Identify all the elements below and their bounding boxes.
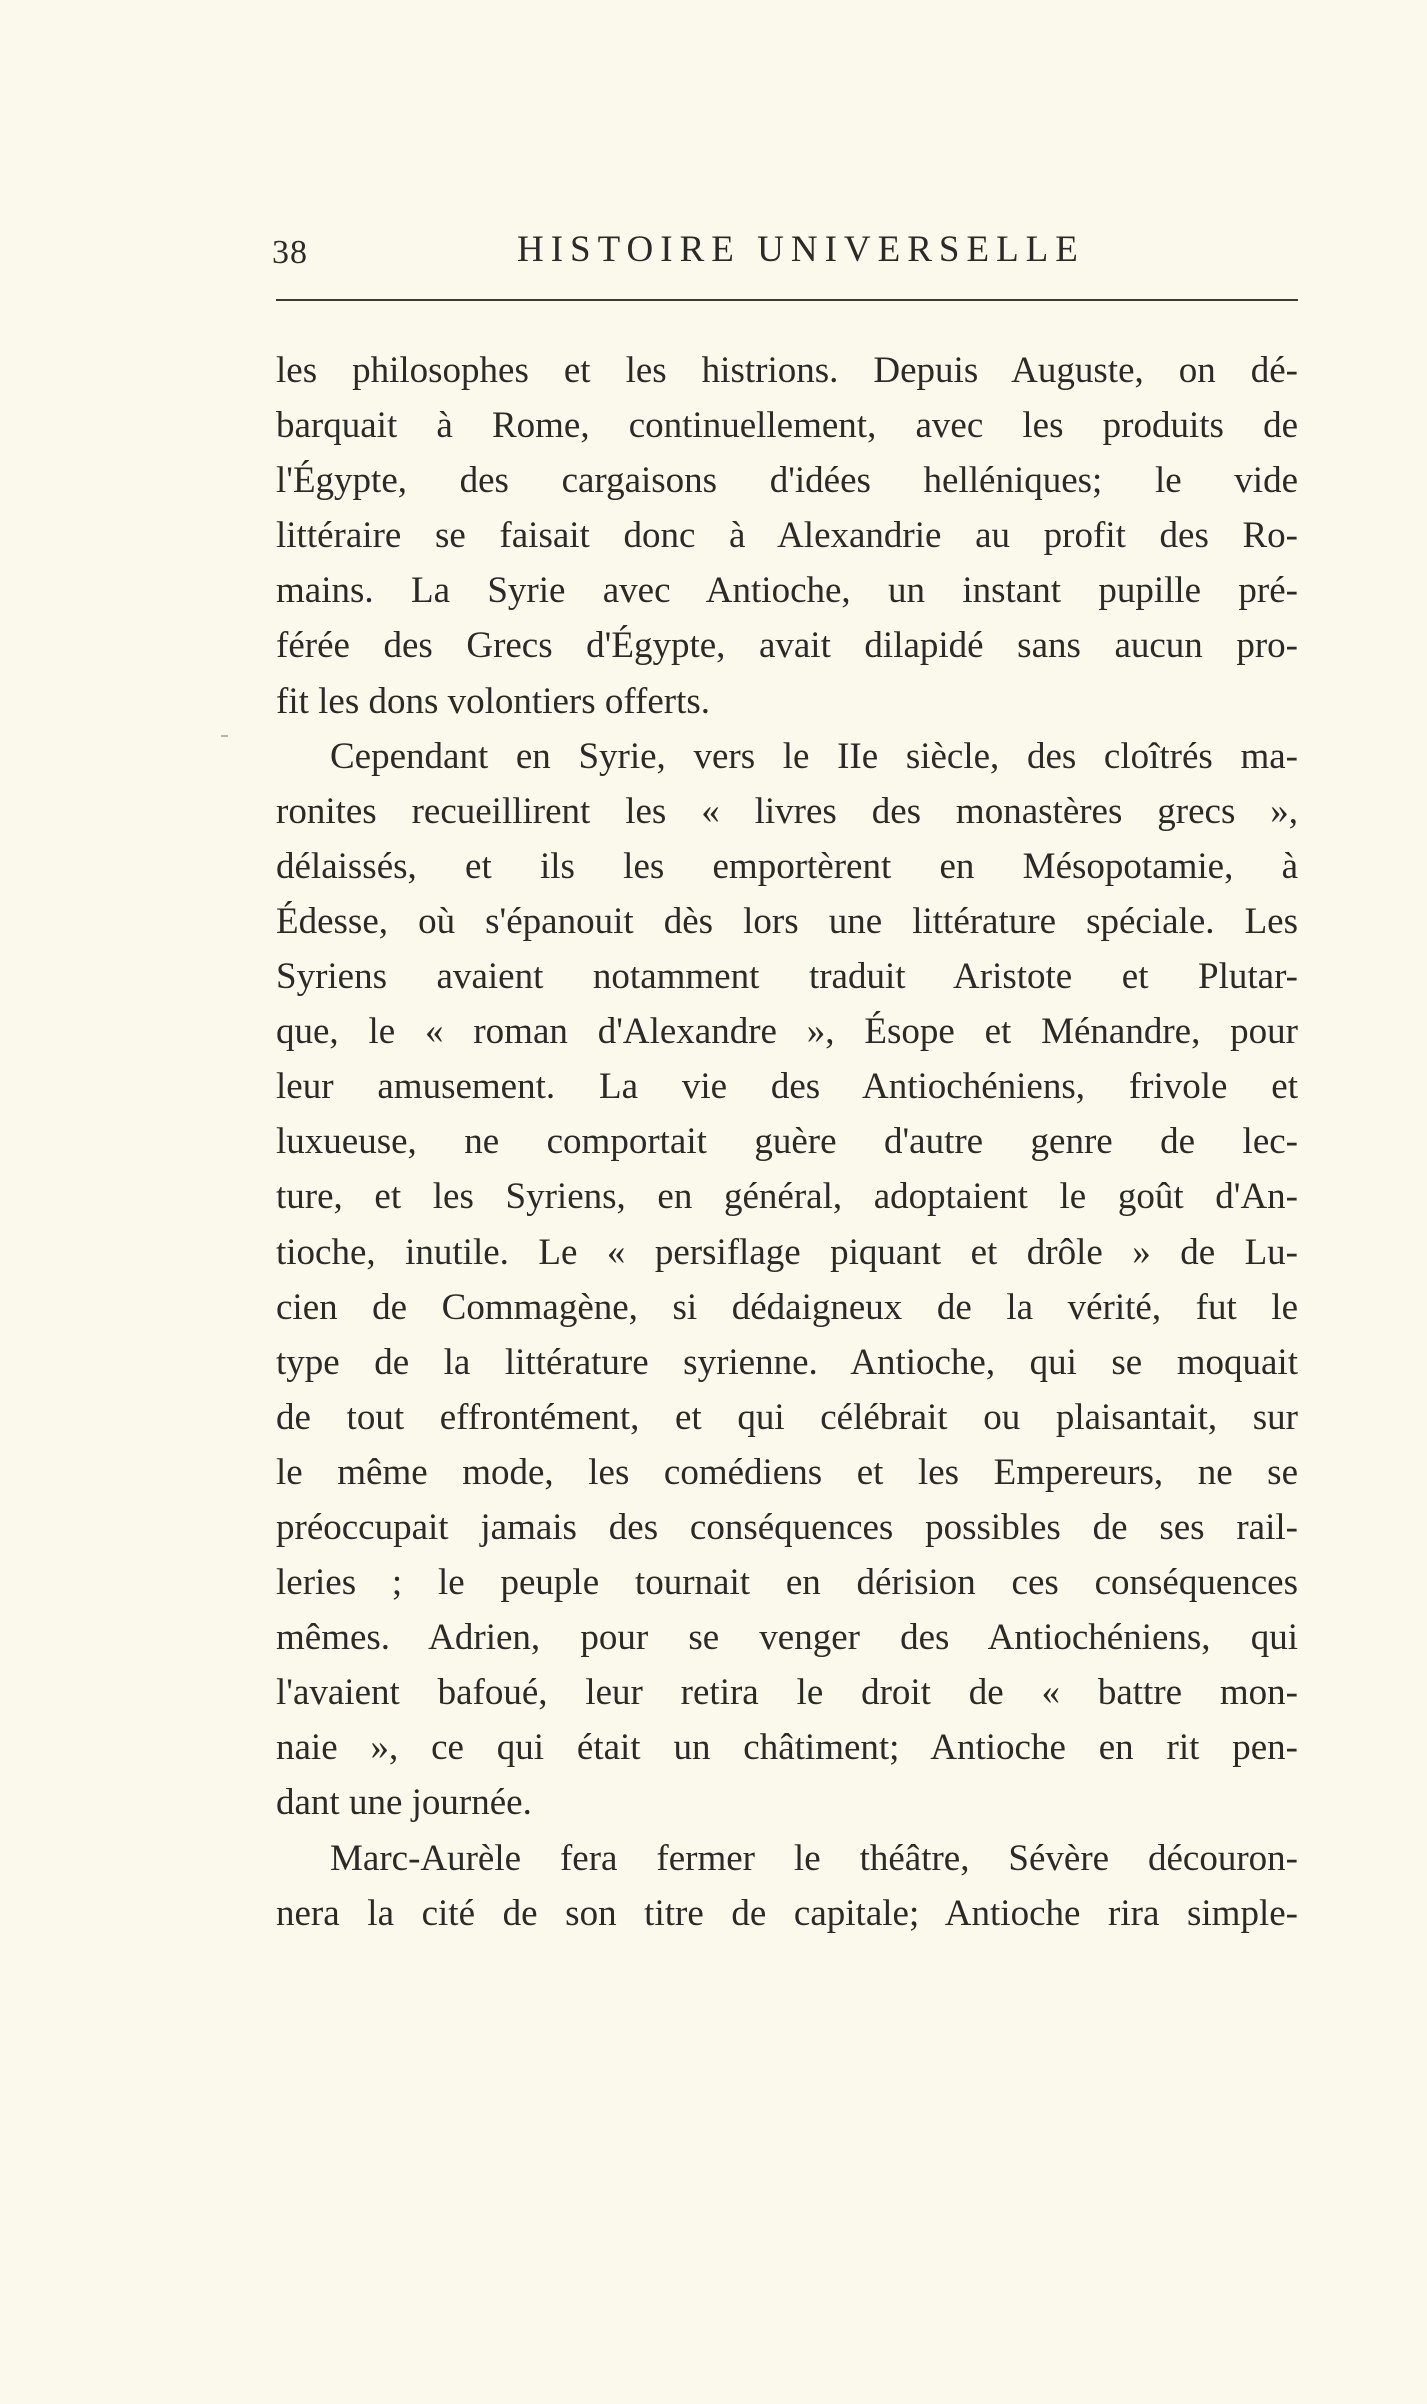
running-title: HISTOIRE UNIVERSELLE [517,229,1085,270]
margin-mark [221,735,228,737]
text-line: ronites recueillirent les « livres des monastères grecs », [276,790,1298,832]
text-line: littéraire se faisait donc à Alexandrie au profit des Ro- [276,515,1298,557]
page-number: 38 [272,234,308,271]
text-line: type de la littérature syrienne. Antioche, qui se moquait [276,1341,1298,1383]
text-line: l'Égypte, des cargaisons d'idées helléniques; le vide [276,460,1298,502]
text-line: l'avaient bafoué, leur retira le droit de « battre mon- [276,1672,1298,1714]
running-head [272,228,1296,278]
text-line: mains. La Syrie avec Antioche, un instant pupille pré- [276,570,1298,612]
text-line: fit les dons volontiers offerts. [276,680,711,722]
text-line: préoccupait jamais des conséquences possibles de ses rail- [276,1506,1298,1548]
text-line: férée des Grecs d'Égypte, avait dilapidé sans aucun pro- [276,625,1298,667]
text-line: naie », ce qui était un châtiment; Antioche en rit pen- [276,1727,1298,1769]
text-line: que, le « roman d'Alexandre », Ésope et Ménandre, pour [276,1011,1298,1053]
body-text [276,343,1298,1941]
text-line: nera la cité de son titre de capitale; Antioche rira simple- [276,1892,1298,1934]
text-line: Syriens avaient notamment traduit Aristote et Plutar- [276,956,1298,998]
text-line: mêmes. Adrien, pour se venger des Antiochéniens, qui [276,1617,1298,1659]
text-line: tioche, inutile. Le « persiflage piquant et drôle » de Lu- [276,1231,1298,1273]
text-line: barquait à Rome, continuellement, avec les produits de [276,405,1298,447]
text-line: de tout effrontément, et qui célébrait ou plaisantait, sur [276,1396,1298,1438]
text-line: luxueuse, ne comportait guère d'autre genre de lec- [276,1121,1298,1163]
text-line: délaissés, et ils les emportèrent en Mésopotamie, à [276,845,1298,887]
text-line: Cependant en Syrie, vers le IIe siècle, des cloîtrés ma- [330,735,1298,777]
text-line: dant une journée. [276,1782,532,1824]
text-line: leur amusement. La vie des Antiochéniens, frivole et [276,1066,1298,1108]
text-line: leries ; le peuple tournait en dérision ces conséquences [276,1562,1298,1604]
header-rule [276,299,1298,301]
text-line: ture, et les Syriens, en général, adoptaient le goût d'An- [276,1176,1298,1218]
text-line: Marc-Aurèle fera fermer le théâtre, Sévère découron- [330,1837,1298,1879]
text-line: cien de Commagène, si dédaigneux de la vérité, fut le [276,1286,1298,1328]
text-line: Édesse, où s'épanouit dès lors une littérature spéciale. Les [276,900,1298,942]
text-line: les philosophes et les histrions. Depuis Auguste, on dé- [276,350,1298,391]
text-line: le même mode, les comédiens et les Empereurs, ne se [276,1451,1298,1493]
